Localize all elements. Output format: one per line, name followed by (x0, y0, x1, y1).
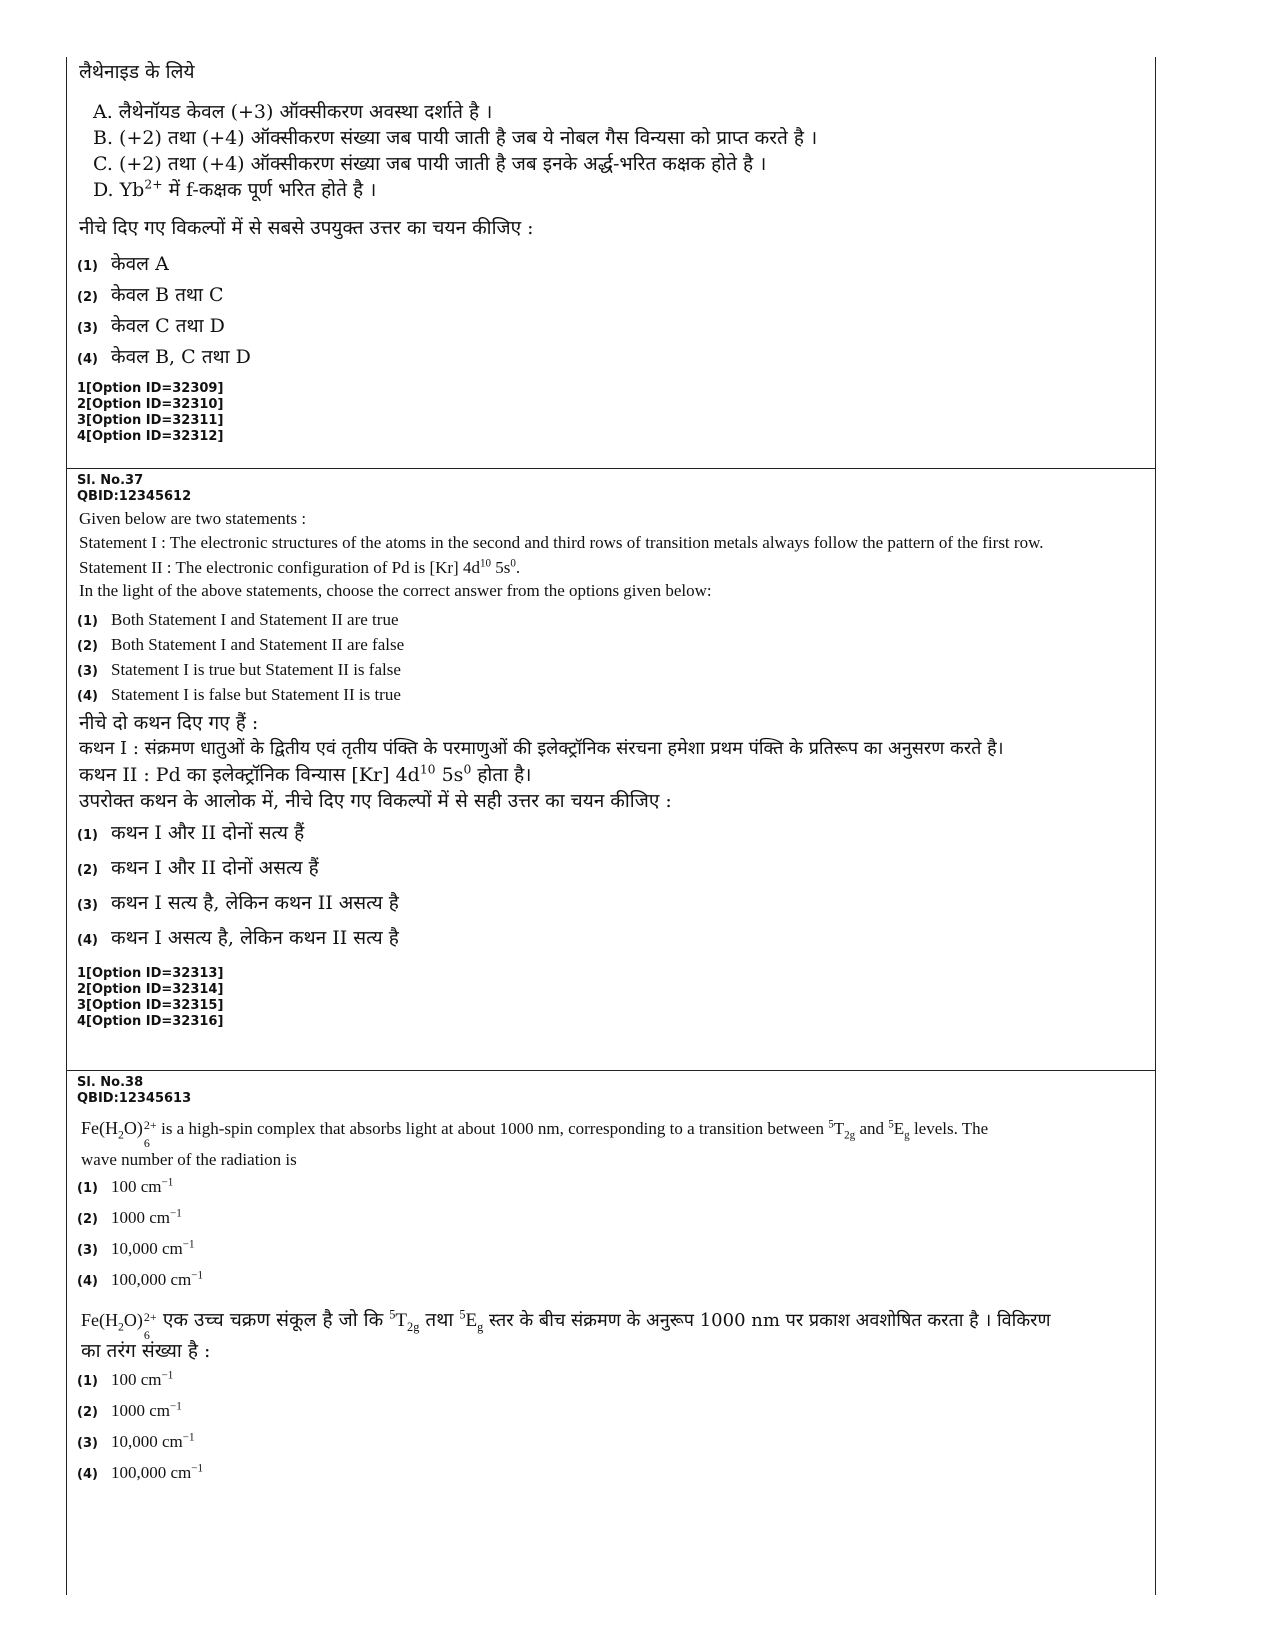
q37-hi-s2-mid: 5s (435, 764, 464, 786)
q37-option-text: कथन I असत्य है, लेकिन कथन II सत्य है (111, 927, 399, 949)
q36-option-text: केवल A (111, 253, 169, 275)
formula-fe: Fe (81, 1310, 99, 1330)
q37-hi-options (73, 820, 1149, 960)
q37-serial-number: Sl. No.37 (77, 473, 144, 488)
q38-option-text: 10,000 cm (111, 1239, 183, 1258)
q38-en-text-a: is a high-spin complex that absorbs light at about 1000 nm, corresponding to a transition between (156, 1119, 829, 1138)
q38-term-e: E (893, 1119, 905, 1138)
q38-en-option-4[interactable] (73, 1268, 1149, 1299)
q38-hi-option-1[interactable] (73, 1368, 1149, 1399)
q36-option-text: केवल B तथा C (111, 284, 224, 306)
q36-options (73, 251, 1149, 375)
option-id-label: 2[Option ID=32310] (77, 397, 224, 412)
q37-hi-statement-1: कथन I : संक्रमण धातुओं के द्वितीय एवं तृतीय पंक्ति के परमाणुओं की इलेक्ट्रॉनिक संरचना हमेशा प्रथम पंक्ति के प्रतिरूप का अनुसरण करते है। (79, 738, 1004, 759)
q38-option-sup: −1 (161, 1369, 174, 1382)
q38-option-text: 1000 cm (111, 1208, 171, 1227)
q37-en-instruction: In the light of the above statements, choose the correct answer from the options given below: (79, 581, 712, 600)
q37-english-body (73, 507, 1149, 602)
q37-en-intro: Given below are two statements : (79, 509, 307, 528)
option-id-label: 1[Option ID=32313] (77, 966, 224, 981)
q38-option-text: 100 cm (111, 1177, 162, 1196)
q37-option-number: (4) (77, 689, 98, 704)
formula-sub: 2 (118, 1320, 124, 1334)
q37-option-number: (2) (77, 639, 98, 654)
q37-en-s2-sup1: 10 (479, 557, 492, 570)
q38-sup: 5 (828, 1118, 834, 1131)
question-36 (67, 57, 1155, 445)
q36-option-4[interactable] (73, 344, 1149, 375)
formula-close: O) (123, 1310, 143, 1330)
q37-hi-instruction: उपरोक्त कथन के आलोक में, नीचे दिए गए विकल्पों में से सही उत्तर का चयन कीजिए : (79, 790, 672, 812)
q37-option-number: (1) (77, 614, 98, 629)
q38-sub: g (477, 1319, 484, 1334)
q38-en-option-2[interactable] (73, 1206, 1149, 1237)
q38-en-option-3[interactable] (73, 1237, 1149, 1268)
q36-option-2[interactable] (73, 282, 1149, 313)
q38-option-sup: −1 (191, 1462, 204, 1475)
q38-en-options (73, 1175, 1149, 1299)
q38-option-sup: −1 (170, 1400, 182, 1413)
q38-formula-hi (81, 1310, 157, 1342)
formula-stack (143, 1310, 157, 1342)
q37-hi-intro: नीचे दो कथन दिए गए हैं : (79, 712, 259, 734)
q37-hi-option-2[interactable] (73, 855, 1149, 890)
q38-hindi-body (73, 1305, 1149, 1364)
q38-option-text: 10,000 cm (111, 1432, 183, 1451)
q38-option-text: 100,000 cm (111, 1270, 192, 1289)
q37-option-text: Statement I is true but Statement II is false (111, 660, 401, 679)
q36-intro: लैथेनाइड के लिये (79, 61, 195, 83)
q38-sub: 2g (407, 1319, 420, 1334)
q37-en-statement-1: Statement I : The electronic structures of the atoms in the second and third rows of transition metals always follow the pattern of the first row. (79, 533, 1044, 552)
q36-statement-d (93, 177, 1149, 203)
q38-hi-option-3[interactable] (73, 1430, 1149, 1461)
q38-option-text: 100,000 cm (111, 1463, 192, 1482)
q38-option-sup: −1 (182, 1431, 195, 1444)
option-id-label: 4[Option ID=32316] (77, 1014, 224, 1029)
q37-en-s2-sup2: 0 (510, 557, 516, 570)
q38-en-text-line1 (81, 1113, 1149, 1150)
q38-formula (81, 1118, 157, 1150)
q38-sup: 5 (389, 1307, 396, 1322)
q37-en-option-2[interactable] (73, 633, 1149, 658)
q36-option-number: (3) (77, 321, 98, 336)
question-37 (67, 473, 1155, 1030)
q36-option-1[interactable] (73, 251, 1149, 282)
q38-sup: 5 (459, 1307, 466, 1322)
q38-sub: g (904, 1129, 910, 1142)
q37-option-number: (3) (77, 664, 98, 679)
q37-hi-s2-sup2: 0 (463, 762, 472, 777)
q38-en-option-1[interactable] (73, 1175, 1149, 1206)
formula-sub: 2 (118, 1128, 124, 1142)
q38-english-body (73, 1113, 1149, 1171)
formula-close: O) (123, 1118, 143, 1138)
q36-statements (73, 99, 1149, 203)
q38-option-sup: −1 (182, 1238, 195, 1251)
q38-option-sup: −1 (170, 1207, 182, 1220)
q37-en-statement-2 (79, 556, 1149, 579)
q37-option-number: (4) (77, 933, 98, 948)
q37-option-text: Statement I is false but Statement II is true (111, 685, 401, 704)
formula-sub6: 6 (143, 1328, 150, 1342)
q38-option-number: (1) (77, 1181, 98, 1196)
q36-statement-d-post: में f-कक्षक पूर्ण भरित होते है । (162, 179, 377, 201)
q36-option-number: (4) (77, 352, 98, 367)
q38-option-number: (2) (77, 1405, 98, 1420)
q36-option-ids (73, 381, 1149, 445)
question-divider (67, 468, 1155, 469)
q36-statement-d-sup: 2+ (144, 177, 163, 192)
q38-term-t: T (833, 1119, 845, 1138)
option-id-label: 4[Option ID=32312] (77, 429, 224, 444)
q37-hi-s2-post: होता है। (471, 764, 532, 786)
formula-sub6: 6 (143, 1136, 150, 1150)
q36-statement-a: A. लैथेनॉयड केवल (+3) ऑक्सीकरण अवस्था दर्शाते है । (93, 101, 493, 123)
q36-statement-c: C. (+2) तथा (+4) ऑक्सीकरण संख्या जब पायी जाती है जब इनके अर्द्ध-भरित कक्षक होते है । (93, 153, 767, 175)
q37-option-ids (73, 966, 1149, 1030)
q37-qbid: QBID:12345612 (77, 489, 192, 504)
q37-option-text: कथन I सत्य है, लेकिन कथन II असत्य है (111, 892, 399, 914)
formula-fe: Fe (81, 1118, 99, 1138)
q38-option-number: (1) (77, 1374, 98, 1389)
q38-hi-text-line1 (81, 1305, 1149, 1342)
q37-option-number: (1) (77, 828, 98, 843)
q37-hindi-body (73, 710, 1149, 814)
q37-en-option-4[interactable] (73, 683, 1149, 708)
q36-option-text: केवल B, C तथा D (111, 346, 251, 368)
q38-option-text: 1000 cm (111, 1401, 171, 1420)
q37-option-number: (3) (77, 898, 98, 913)
option-id-label: 3[Option ID=32311] (77, 413, 224, 428)
q38-en-text-b: levels. The (909, 1119, 989, 1138)
question-divider (67, 1070, 1155, 1071)
formula-stack (143, 1118, 157, 1150)
formula-open: (H (99, 1310, 118, 1330)
q38-qbid: QBID:12345613 (77, 1091, 192, 1106)
q37-hi-s2-sup1: 10 (419, 762, 436, 777)
q37-en-option-3[interactable] (73, 658, 1149, 683)
q36-option-text: केवल C तथा D (111, 315, 225, 337)
q38-hi-tatha: तथा (419, 1309, 460, 1331)
q37-en-s2-pre: Statement II : The electronic configuration of Pd is [Kr] 4d (79, 558, 480, 577)
q38-en-text-c: wave number of the radiation is (81, 1150, 297, 1169)
q38-hi-text-a: एक उच्च चक्रण संकूल है जो कि (156, 1309, 390, 1331)
q38-hi-option-4[interactable] (73, 1461, 1149, 1492)
q38-option-text: 100 cm (111, 1370, 162, 1389)
q38-serial-number: Sl. No.38 (77, 1075, 144, 1090)
formula-open: (H (99, 1118, 118, 1138)
q38-sup: 5 (888, 1118, 894, 1131)
option-id-label: 2[Option ID=32314] (77, 982, 224, 997)
q37-en-s2-mid: 5s (491, 558, 511, 577)
q38-hi-text-b: स्तर के बीच संक्रमण के अनुरूप 1000 nm पर प्रकाश अवशोषित करता है । विकिरण (483, 1310, 1051, 1331)
option-id-label: 1[Option ID=32309] (77, 381, 224, 396)
q38-hi-text-c: का तरंग संख्या है : (81, 1340, 211, 1362)
q37-hi-s2-pre: कथन II : Pd का इलेक्ट्रॉनिक विन्यास [Kr] 4d (79, 764, 420, 786)
q38-hi-options (73, 1368, 1149, 1492)
q36-statement-d-pre: D. Yb (93, 179, 145, 201)
q36-statement-b: B. (+2) तथा (+4) ऑक्सीकरण संख्या जब पायी जाती है जब ये नोबल गैस विन्यसा को प्राप्त करते है । (93, 127, 818, 149)
q38-option-sup: −1 (191, 1269, 204, 1282)
q37-hi-option-1[interactable] (73, 820, 1149, 855)
formula-sup: 2+ (143, 1310, 157, 1324)
q37-option-text: Both Statement I and Statement II are true (111, 610, 399, 629)
q37-en-option-1[interactable] (73, 608, 1149, 633)
q38-hi-option-2[interactable] (73, 1399, 1149, 1430)
q36-option-3[interactable] (73, 313, 1149, 344)
option-id-label: 3[Option ID=32315] (77, 998, 224, 1013)
q36-option-number: (2) (77, 290, 98, 305)
q38-term-t: T (395, 1310, 408, 1331)
q37-en-s2-post: . (515, 558, 521, 577)
q37-hi-option-4[interactable] (73, 925, 1149, 960)
q37-option-text: कथन I और II दोनों सत्य हैं (111, 822, 305, 844)
q37-hi-statement-2 (79, 762, 1149, 788)
q38-option-number: (3) (77, 1243, 98, 1258)
page-frame (66, 57, 1156, 1595)
q38-option-sup: −1 (161, 1176, 174, 1189)
q38-option-number: (4) (77, 1274, 98, 1289)
formula-sup: 2+ (143, 1118, 157, 1132)
q36-instruction: नीचे दिए गए विकल्पों में से सबसे उपयुक्त उत्तर का चयन कीजिए : (79, 217, 534, 239)
q37-hi-option-3[interactable] (73, 890, 1149, 925)
q37-en-options (73, 608, 1149, 708)
q36-option-number: (1) (77, 259, 98, 274)
q38-sub: 2g (844, 1129, 856, 1142)
question-38 (67, 1075, 1155, 1492)
q38-option-number: (3) (77, 1436, 98, 1451)
q37-option-text: Both Statement I and Statement II are false (111, 635, 405, 654)
q38-term-e: E (465, 1310, 478, 1331)
q38-option-number: (2) (77, 1212, 98, 1227)
q38-option-number: (4) (77, 1467, 98, 1482)
q38-en-and: and (855, 1119, 889, 1138)
q37-option-text: कथन I और II दोनों असत्य हैं (111, 857, 319, 879)
q37-option-number: (2) (77, 863, 98, 878)
